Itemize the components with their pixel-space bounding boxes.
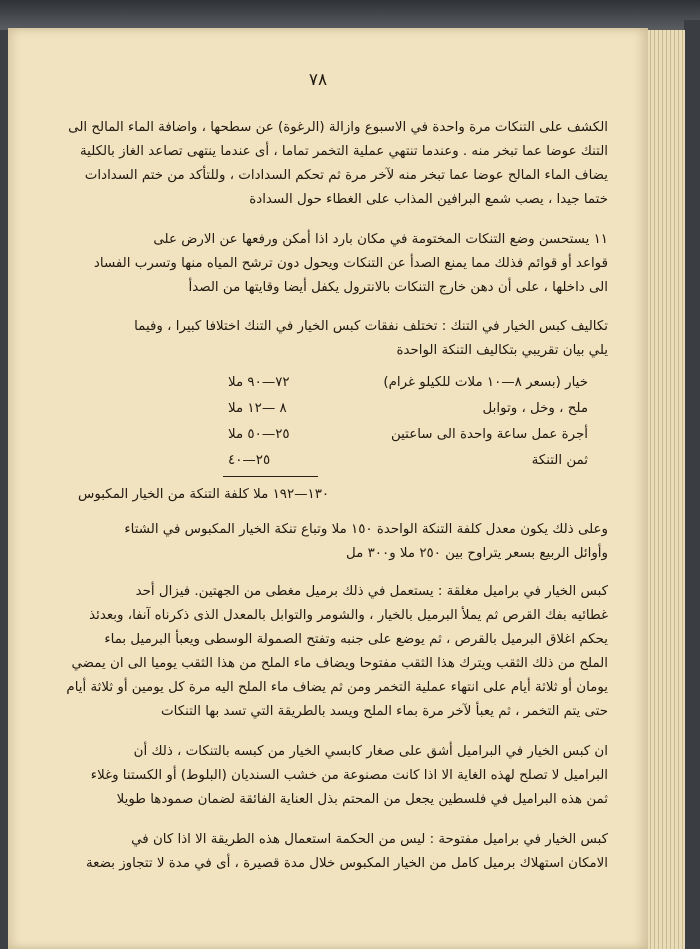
- cost-item-1-label: خيار (بسعر ٨—١٠ ملات للكيلو غرام): [383, 375, 588, 390]
- avg-line-1: وعلى ذلك يكون معدل كلفة التنكة الواحدة ١٥٠ ملا وتباع تنكة الخيار المكبوس في الشتاء: [124, 522, 608, 537]
- para2-line-1: ١١ يستحسن وضع التنكات المختومة في مكان بارد اذا أمكن ورفعها عن الارض على: [153, 232, 608, 247]
- closed-line-5: يومان أو ثلاثة أيام على انتهاء عملية التخمر ومن ثم يضاف ماء الملح اليه مرة كل يومين أو ثلاثة أيام: [66, 680, 608, 695]
- closed-line-3: يحكم اغلاق البرميل بالقرص ، ثم يوضع على جنبه وتفتح الصمولة الوسطى ويعبأ البرميل بماء: [104, 632, 608, 647]
- cost-item-1-value: ٧٢—٩٠ ملا: [228, 375, 290, 390]
- total-rule: [223, 476, 318, 477]
- book-spine: [684, 20, 700, 949]
- costs-heading-line: تكاليف كبس الخيار في التنك : تختلف نفقات كبس الخيار في التنك اختلافا كبيرا ، وفيما: [134, 319, 608, 334]
- closed-line-6: حتى يتم التخمر ، ثم يعبأ لآخر مرة بماء الملح ويسد بالطريقة التي تسد بها التنكات: [161, 704, 608, 719]
- cost-item-3-value: ٢٥—٥٠ ملا: [228, 427, 290, 442]
- cost-item-2-label: ملح ، وخل ، وتوابل: [482, 401, 588, 416]
- book-page: [8, 28, 648, 949]
- para1-line-2: التنك عوضا عما تبخر منه . وعندما تنتهي عملية التخمر تماما ، أى عندما ينتهى تصاعد الغاز بالكلية: [79, 144, 608, 159]
- barrels-line-1: ان كبس الخيار في البراميل أشق على صغار كابسي الخيار من كبسه بالتنكات ، ذلك أن: [133, 744, 608, 759]
- closed-line-4: الملح من ذلك الثقب ويترك هذا الثقب مفتوحا ويضاف ماء الملح من هذا الثقب يوميا الى ان يمضي: [71, 656, 608, 671]
- cost-item-3-label: أجرة عمل ساعة واحدة الى ساعتين: [390, 427, 588, 442]
- para1-line-1: الكشف على التنكات مرة واحدة في الاسبوع وازالة (الرغوة) عن سطحها ، واضافة الماء المالح الى: [68, 120, 608, 135]
- para1-line-4: ختما جيدا ، يصب شمع البرافين المذاب على الغطاء حول السدادة: [249, 192, 608, 207]
- cost-total: ١٣٠—١٩٢ ملا كلفة التنكة من الخيار المكبوس: [78, 487, 330, 502]
- para2-line-3: الى داخلها ، على أن دهن خارج التنكات بالانترول يكفل أيضا وقايتها من الصدأ: [188, 280, 608, 295]
- cost-item-2-value: ٨ —١٢ ملا: [228, 401, 287, 416]
- para1-line-3: يضاف الماء المالح عوضا عما تبخر منه لآخر مرة ثم تحكم السدادات ، وللتأكد من ختم السدادات: [84, 168, 608, 183]
- avg-line-2: وأوائل الربيع بسعر يتراوح بين ٢٥٠ ملا و٣٠٠ مل: [346, 546, 608, 561]
- barrels-line-3: ثمن هذه البراميل في فلسطين يجعل من المحتم بذل العناية الفائقة لضمان صمودها طويلا: [116, 792, 608, 807]
- closed-line-1: كبس الخيار في براميل مغلقة : يستعمل في ذلك برميل مغطى من الجهتين. فيزال أحد: [135, 584, 608, 599]
- costs-intro-line: يلي بيان تقريبي بتكاليف التنكة الواحدة: [396, 343, 608, 358]
- cost-item-4-label: ثمن التنكة: [531, 453, 588, 468]
- open-line-1: كبس الخيار في براميل مفتوحة : ليس من الحكمة استعمال هذه الطريقة الا اذا كان في: [131, 832, 608, 847]
- closed-line-2: غطائيه بفك القرص ثم يملأ البرميل بالخيار ، والشومر والتوابل بالمعدل الذى ذكرناه آنفا، وبعدئذ: [89, 608, 608, 623]
- barrels-line-2: البراميل لا تصلح لهذه الغاية الا اذا كانت مصنوعة من خشب السنديان (البلوط) أو الكستنا وغلاء: [90, 768, 608, 783]
- page-number: ٧٨: [308, 70, 328, 90]
- cost-item-4-value: ٢٥—٤٠: [228, 453, 271, 468]
- para2-line-2: قواعد أو قوائم فذلك مما يمنع الصدأ عن التنكات ويحول دون ترشح المياه منها وتسرب الفساد: [93, 256, 608, 271]
- open-line-2: الامكان استهلاك برميل كامل من الخيار المكبوس خلال مدة قصيرة ، أى في مدة لا تتجاوز بضعة: [85, 856, 608, 871]
- book-cover-top: [0, 0, 700, 30]
